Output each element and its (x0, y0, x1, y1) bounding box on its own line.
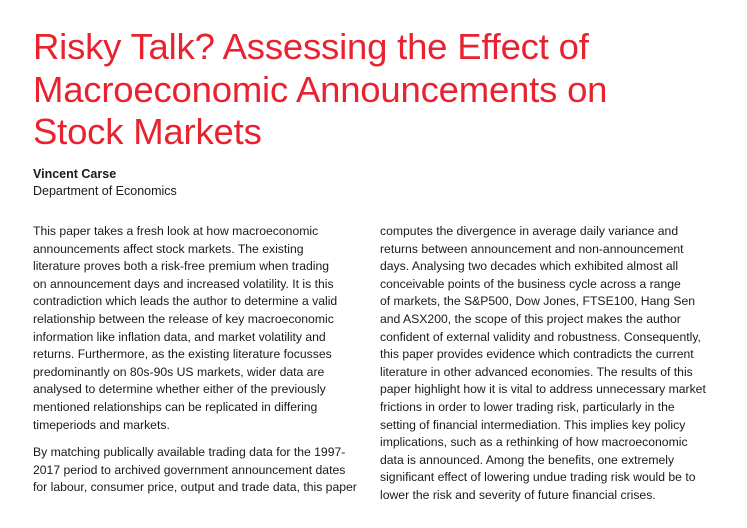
title-line: Stock Markets (33, 111, 262, 152)
title-line: Risky Talk? Assessing the Effect of (33, 26, 589, 67)
paper-title (33, 26, 733, 154)
text-line: mentioned relationships can be replicated in differing (33, 399, 318, 414)
text-line: computes the divergence in average daily variance and (380, 224, 679, 238)
title-line: Macroeconomic Announcements on (33, 68, 608, 110)
text-line: days. Analysing two decades which exhibited almost all (380, 259, 679, 274)
abstract-left-column (33, 223, 368, 497)
text-line: setting of financial intermediation. This implies key policy (380, 417, 686, 432)
text-line: confident of external validity and robustness. Consequently, (380, 329, 701, 344)
abstract-paragraph (380, 223, 725, 505)
author-affiliation: Department of Economics (33, 184, 177, 198)
text-line: implications, such as a rethinking of how macroeconomic (380, 435, 688, 450)
abstract-paragraph (33, 223, 368, 434)
text-line: timeperiods and markets. (33, 417, 170, 432)
text-line: By matching publically available trading data for the 1997- (33, 445, 346, 460)
text-line: data is announced. Among the benefits, one extremely (380, 452, 675, 467)
text-line: 2017 period to archived government announcement dates (33, 462, 346, 477)
text-line: This paper takes a fresh look at how macroeconomic (33, 224, 319, 238)
text-line: analysed to determine whether either of the previously (33, 382, 326, 397)
text-line: returns between announcement and non-announcement (380, 241, 684, 256)
text-line: information like inflation data, and market volatility and (33, 329, 326, 344)
text-line: relationship between the release of key macroeconomic (33, 311, 334, 326)
text-line: frictions in order to lower trading risk, particularly in the (380, 399, 675, 414)
text-line: predominantly on 80s-90s US markets, wider data are (33, 364, 325, 379)
text-line: literature in other advanced economies. The results of this (380, 364, 693, 379)
text-line: this paper provides evidence which contradicts the current (380, 347, 694, 362)
text-line: significant effect of lowering undue trading risk would be to (380, 470, 696, 485)
text-line: contradiction which leads the author to determine a valid (33, 294, 338, 309)
text-line: returns. Furthermore, as the existing literature focusses (33, 347, 332, 362)
text-line: of markets, the S&P500, Dow Jones, FTSE100, Hang Sen (380, 294, 696, 309)
abstract-paragraph (33, 444, 368, 497)
text-line: for labour, consumer price, output and trade data, this paper (33, 480, 357, 495)
text-line: on announcement days and increased volatility. It is this (33, 276, 334, 291)
text-line: conceivable points of the business cycle across a range (380, 276, 681, 291)
text-line: literature proves both a risk-free premium when trading (33, 259, 330, 274)
text-line: lower the risk and severity of future financial crises. (380, 487, 656, 502)
author-name: Vincent Carse (33, 167, 117, 181)
text-line: and ASX200, the scope of this project makes the author (380, 311, 681, 326)
abstract-right-column (380, 223, 725, 505)
text-line: announcements affect stock markets. The existing (33, 241, 304, 256)
text-line: paper highlight how it is vital to address unnecessary market (380, 382, 706, 397)
